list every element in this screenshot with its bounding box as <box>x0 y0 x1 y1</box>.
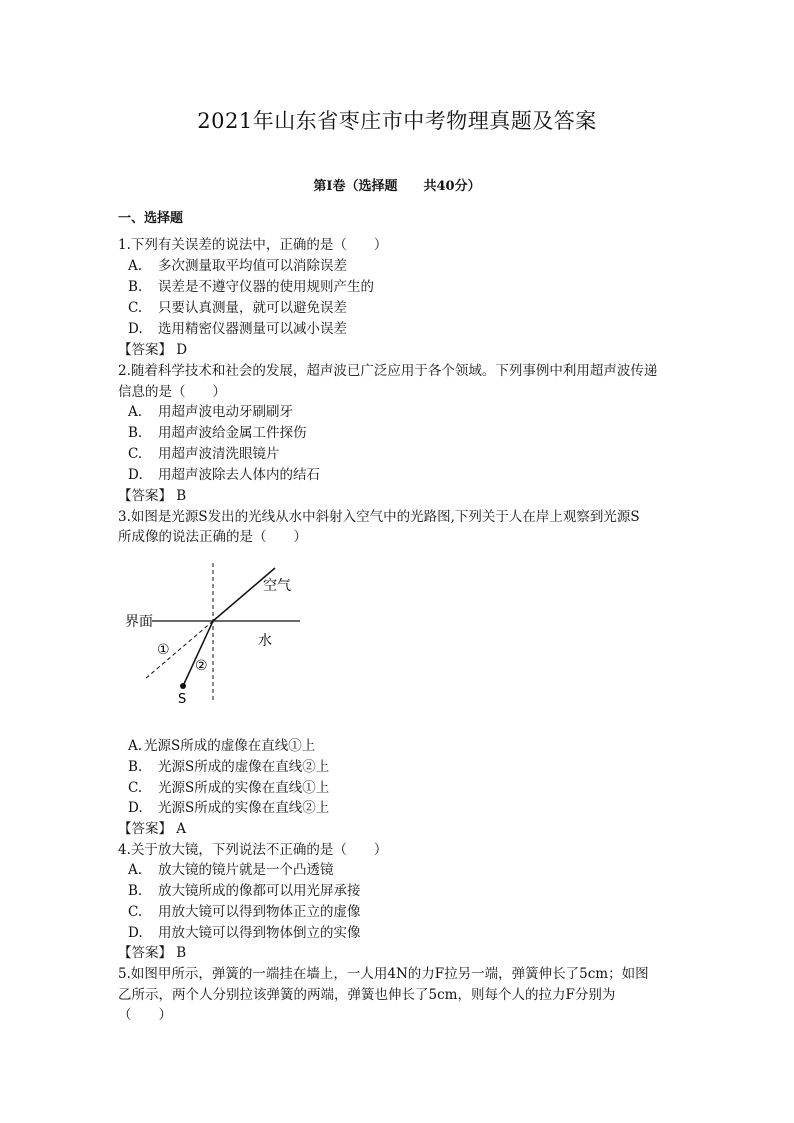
question-3-stem-line1: 3.如图是光源S发出的光线从水中斜射入空气中的光路图,下列关于人在岸上观察到光源S <box>118 509 640 525</box>
question-4-option-c: C. 用放大镜可以得到物体正立的虚像 <box>128 904 361 920</box>
interface-label: 界面 <box>125 614 153 630</box>
question-5-stem-line3: （ ） <box>118 1007 172 1023</box>
question-1-option-c: C. 只要认真测量，就可以避免误差 <box>128 300 347 316</box>
question-2-option-d: D. 用超声波除去人体内的结石 <box>128 467 320 483</box>
question-5-stem-line1: 5.如图甲所示，弹簧的一端挂在墙上，一人用4N的力F拉另一端，弹簧伸长了5cm；如图 <box>118 966 649 982</box>
question-4-option-a: A. 放大镜的镜片就是一个凸透镜 <box>128 862 334 878</box>
question-2-answer: 【答案】 B <box>118 488 187 504</box>
light-source-point <box>180 683 186 689</box>
question-4-stem: 4.关于放大镜，下列说法不正确的是（ ） <box>118 842 388 858</box>
question-2-option-a: A. 用超声波电动牙刷刷牙 <box>128 404 293 420</box>
air-label: 空气 <box>263 578 291 594</box>
incident-ray-2 <box>183 621 213 686</box>
question-1-answer: 【答案】 D <box>118 342 188 358</box>
question-4-option-b: B. 放大镜所成的像都可以用光屏承接 <box>128 883 361 899</box>
question-5-stem-line2: 乙所示，两个人分别拉该弹簧的两端，弹簧也伸长了5cm，则每个人的拉力F分别为 <box>118 987 616 1003</box>
question-1-option-d: D. 选用精密仪器测量可以减小误差 <box>128 321 347 337</box>
question-4-option-d: D. 用放大镜可以得到物体倒立的实像 <box>128 925 361 941</box>
question-3-answer: 【答案】 A <box>118 821 187 837</box>
document-title: 2021年山东省枣庄市中考物理真题及答案 <box>197 109 597 133</box>
question-1-stem: 1.下列有关误差的说法中，正确的是（ ） <box>118 237 388 253</box>
water-label: 水 <box>258 633 272 649</box>
question-3-option-d: D. 光源S所成的实像在直线②上 <box>128 800 330 816</box>
question-4-answer: 【答案】 B <box>118 945 187 961</box>
question-3-option-b: B. 光源S所成的虚像在直线②上 <box>128 759 330 775</box>
question-3-option-a: A. 光源S所成的虚像在直线①上 <box>128 738 316 754</box>
source-label: S <box>178 692 187 703</box>
question-1-option-a: A. 多次测量取平均值可以消除误差 <box>128 258 347 274</box>
question-2-stem-line1: 2.随着科学技术和社会的发展，超声波已广泛应用于各个领域。下列事例中利用超声波传递 <box>118 363 658 379</box>
question-2-stem-line2: 信息的是（ ） <box>118 384 226 400</box>
refraction-diagram <box>115 558 315 703</box>
line-2-label: ② <box>195 658 208 674</box>
question-3-stem-line2: 所成像的说法正确的是（ ） <box>118 529 307 545</box>
section-heading: 一、选择题 <box>118 211 184 226</box>
question-2-option-b: B. 用超声波给金属工件探伤 <box>128 425 307 441</box>
line-1-label: ① <box>157 642 170 658</box>
part-heading: 第Ⅰ卷（选择题 共40分） <box>313 179 481 194</box>
refracted-ray <box>213 568 275 621</box>
question-1-option-b: B. 误差是不遵守仪器的使用规则产生的 <box>128 279 374 295</box>
question-3-option-c: C. 光源S所成的实像在直线①上 <box>128 780 330 796</box>
question-2-option-c: C. 用超声波清洗眼镜片 <box>128 446 280 462</box>
